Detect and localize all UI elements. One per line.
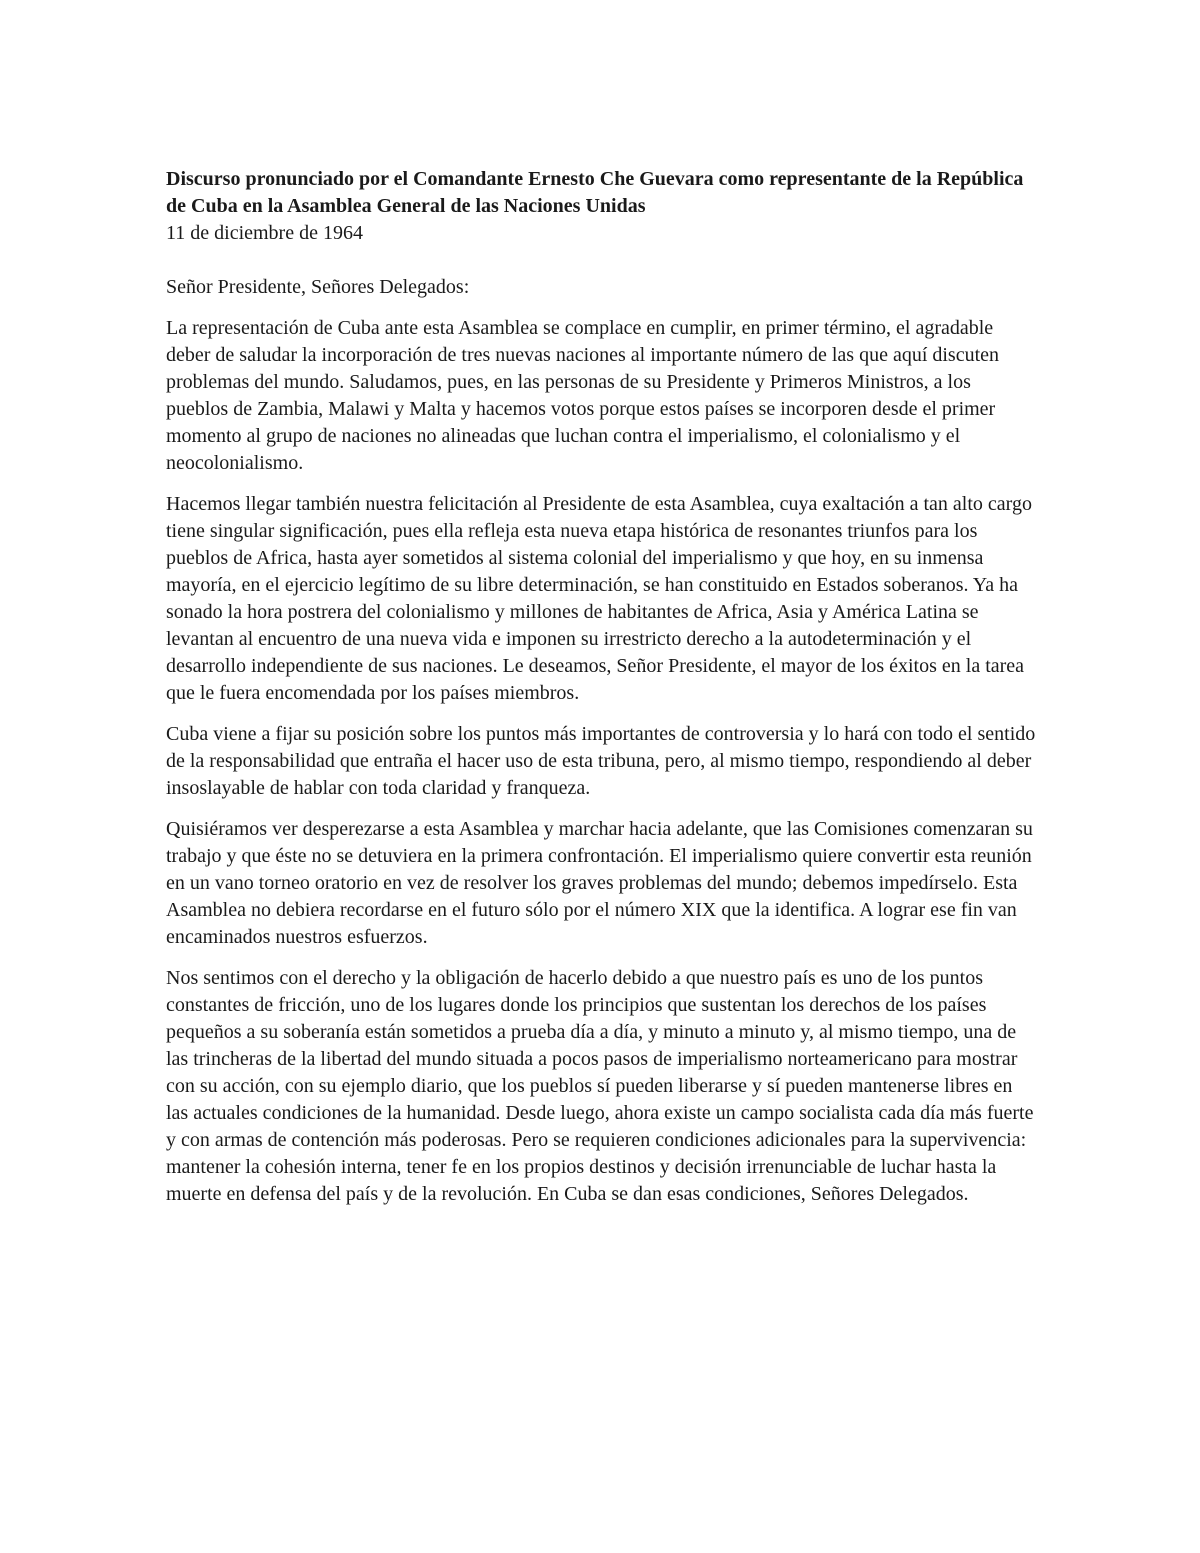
paragraph: Quisiéramos ver desperezarse a esta Asamblea y marchar hacia adelante, que las Comisiones comenzaran su trabajo y que éste no se detuviera en la primera confrontación. El imperialismo quiere convertir esta reunión en un vano torneo oratorio en vez de resolver los graves problemas del mundo; debemos impedírselo. Esta Asamblea no debiera recordarse en el futuro sólo por el número XIX que la identifica. A lograr ese fin van encaminados nuestros esfuerzos. [166, 818, 1033, 948]
paragraph: Cuba viene a fijar su posición sobre los puntos más importantes de controversia y lo hará con todo el sentido de la responsabilidad que entraña el hacer uso de esta tribuna, pero, al mismo tiempo, respondiendo al deber insoslayable de hablar con toda claridad y franqueza. [166, 723, 1036, 799]
document-body [166, 166, 1036, 1222]
paragraph: Nos sentimos con el derecho y la obligación de hacerlo debido a que nuestro país es uno de los puntos constantes de fricción, uno de los lugares donde los principios que sustentan los derechos de los países pequeños a su soberanía están sometidos a prueba día a día, y minuto a minuto y, al mismo tiempo, una de las trincheras de la libertad del mundo situada a pocos pasos de imperialismo norteamericano para mostrar con su acción, con su ejemplo diario, que los pueblos sí pueden liberarse y sí pueden mantenerse libres en las actuales condiciones de la humanidad. Desde luego, ahora existe un campo socialista cada día más fuerte y con armas de contención más poderosas. Pero se requieren condiciones adicionales para la supervivencia: mantener la cohesión interna, tener fe en los propios destinos y decisión irrenunciable de luchar hasta la muerte en defensa del país y de la revolución. En Cuba se dan esas condiciones, Señores Delegados. [166, 967, 1034, 1205]
document-title: Discurso pronunciado por el Comandante Ernesto Che Guevara como representante de la República de Cuba en la Asamblea General de las Naciones Unidas [166, 168, 1024, 217]
document-date: 11 de diciembre de 1964 [166, 222, 363, 244]
paragraph: Hacemos llegar también nuestra felicitación al Presidente de esta Asamblea, cuya exaltación a tan alto cargo tiene singular significación, pues ella refleja esta nueva etapa histórica de resonantes triunfos para los pueblos de Africa, hasta ayer sometidos al sistema colonial del imperialismo y que hoy, en su inmensa mayoría, en el ejercicio legítimo de su libre determinación, se han constituido en Estados soberanos. Ya ha sonado la hora postrera del colonialismo y millones de habitantes de Africa, Asia y América Latina se levantan al encuentro de una nueva vida e imponen su irrestricto derecho a la autodeterminación y el desarrollo independiente de sus naciones. Le deseamos, Señor Presidente, el mayor de los éxitos en la tarea que le fuera encomendada por los países miembros. [166, 493, 1032, 704]
paragraph: La representación de Cuba ante esta Asamblea se complace en cumplir, en primer término, el agradable deber de saludar la incorporación de tres nuevas naciones al importante número de las que aquí discuten problemas del mundo. Saludamos, pues, en las personas de su Presidente y Primeros Ministros, a los pueblos de Zambia, Malawi y Malta y hacemos votos porque estos países se incorporen desde el primer momento al grupo de naciones no alineadas que luchan contra el imperialismo, el colonialismo y el neocolonialismo. [166, 317, 1000, 474]
salutation: Señor Presidente, Señores Delegados: [166, 276, 470, 298]
